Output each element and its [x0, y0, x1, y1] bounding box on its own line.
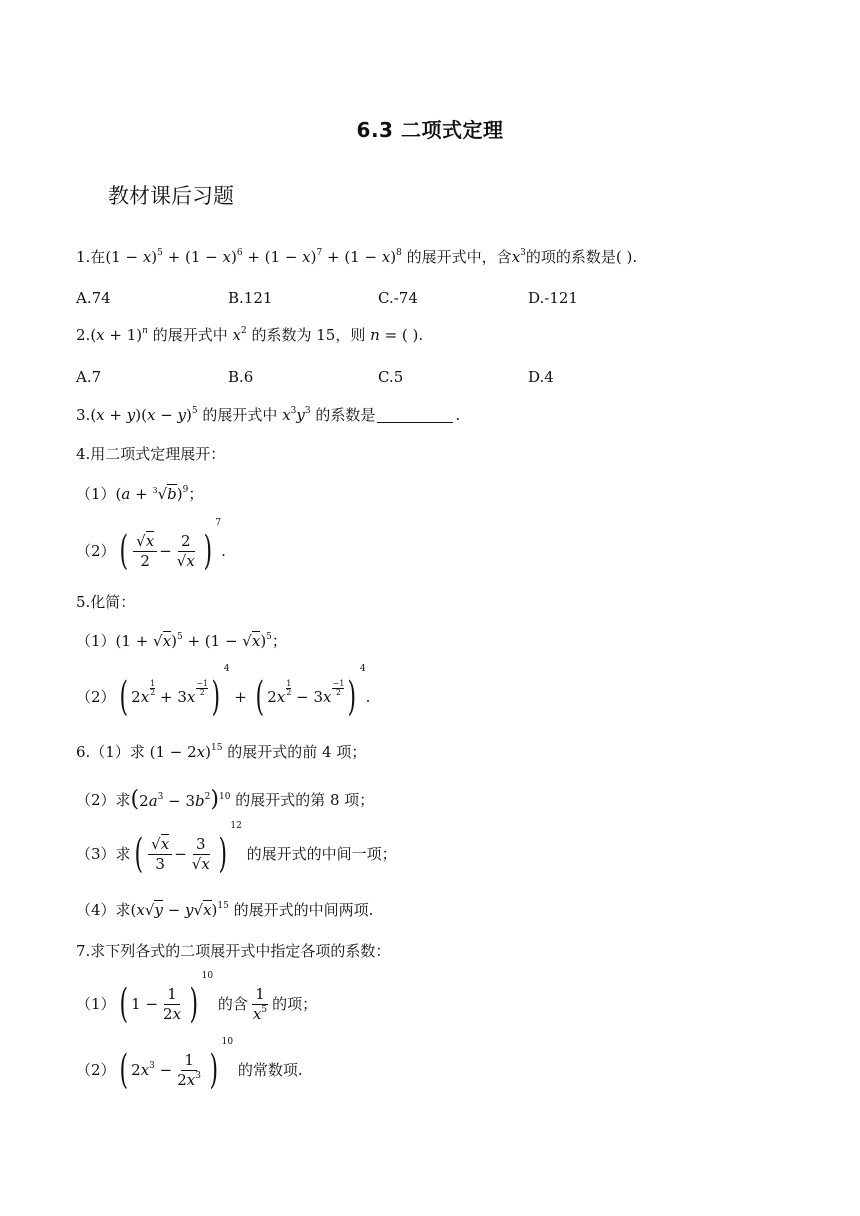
q1-tail: 的项的系数是( ). [525, 248, 638, 266]
q2-expression: $(x + 1)^n$ [90, 326, 148, 344]
q1-term: $x^3$ [511, 248, 526, 266]
q7-p1-term: $\frac{1}{x^5}$ [252, 984, 268, 1023]
q3-end: . [455, 406, 461, 424]
q6-p4-expression: $(x√y - y√x)^{15}$ [130, 901, 229, 919]
question-4-part-2 [76, 517, 226, 576]
q3-term: $x^3y^3$ [282, 406, 311, 424]
q4-p1-end: ； [188, 485, 204, 503]
q3-expression: $(x + y)(x - y)^5$ [90, 406, 198, 424]
question-7-part-1 [76, 970, 318, 1030]
question-7-part-2 [76, 1036, 303, 1096]
q6-p3-label: （3）求 [76, 844, 131, 863]
q4-p1-expression: $(a + ^3√b)^9$ [115, 485, 189, 503]
q6-p4-end: 的展开式的中间两项. [233, 901, 374, 919]
question-6-part-1 [76, 745, 366, 760]
question-1 [76, 250, 637, 265]
q1-mid: 的展开式中，含 [406, 248, 512, 266]
q2-term: $x^2$ [232, 326, 247, 344]
question-4-part-1 [76, 487, 203, 502]
q1-option-d: D.-121 [528, 289, 578, 307]
q2-end: = ( ). [384, 326, 424, 344]
q5-p2-expression: ( 2x $\frac{1}{2}$ + 3x $\frac{-1}{2}$ ) 4 + ( 2x $\frac{1}{2}$ − 3x $\frac{-1}{2}$ ) 4 [119, 663, 366, 720]
question-5-part-2 [76, 663, 371, 722]
q4-p1-label: （1） [76, 485, 116, 503]
q2-option-d: D.4 [528, 368, 554, 386]
q2-option-c: C.5 [378, 368, 404, 386]
q6-p1-label: 6.（1）求 [76, 743, 145, 761]
section-heading: 教材课后习题 [108, 184, 234, 208]
q5-p2-end: . [365, 687, 371, 706]
q1-option-a: A.74 [76, 289, 111, 307]
q1-option-c: C.-74 [378, 289, 418, 307]
q2-mid: 的展开式中 [152, 326, 228, 344]
q6-p1-expression: $(1 - 2x)^{15}$ [144, 743, 223, 761]
q7-p1-expression: ( 1 − $\frac{1}{2x}$ ) 10 [119, 970, 214, 1027]
page-title: 6.3 二项式定理 [356, 118, 504, 142]
q1-option-b: B.121 [228, 289, 273, 307]
q1-options [76, 289, 776, 309]
q1-prefix: 1.在 [76, 248, 106, 266]
q6-p1-end: 的展开式的前 4 项； [227, 743, 367, 761]
q3-mid: 的展开式中 [202, 406, 278, 424]
q7-p1-mid: 的含 [217, 994, 248, 1013]
question-6-part-2 [76, 789, 374, 811]
q7-p1-label: （1） [76, 994, 116, 1013]
q4-p2-end: . [221, 541, 226, 560]
q3-tail: 的系数是 [315, 406, 376, 424]
q7-p1-end: 的项； [272, 994, 318, 1013]
question-7-heading [76, 944, 390, 959]
q6-p2-label: （2）求 [76, 790, 131, 809]
q1-expression: $(1 - x)^5 + (1 - x)^6 + (1 - x)^7 + (1 - x)^8$ [105, 248, 402, 266]
q4-p2-expression: ( $\frac{√x}{2}$ − $\frac{2}{√x}$ ) 7 [119, 517, 222, 574]
q6-p3-expression: ( $\frac{√x}{3}$ − $\frac{3}{√x}$ ) 12 [134, 820, 242, 877]
question-3 [76, 408, 460, 423]
question-5-part-1 [76, 634, 287, 649]
q3-prefix: 3. [76, 406, 91, 424]
q2-options [76, 368, 776, 388]
q2-tail: 的系数为 15，则 [251, 326, 366, 344]
q2-n: n [365, 326, 385, 344]
q6-p2-expression: $(2a^3 - 3b^2)^{10}$ [130, 787, 231, 812]
q5-p1-expression: $(1 + √x)^5 + (1 - √x)^5$ [115, 632, 272, 650]
q5-p2-label: （2） [76, 687, 116, 706]
q2-option-b: B.6 [228, 368, 254, 386]
q5-p1-end: ； [271, 632, 287, 650]
question-6-part-4 [76, 903, 373, 918]
q2-prefix: 2. [76, 326, 91, 344]
q3-answer-blank[interactable] [377, 408, 453, 423]
question-2 [76, 328, 423, 343]
q5-p1-label: （1） [76, 632, 116, 650]
question-4-heading [76, 447, 225, 462]
question-5-heading [76, 595, 135, 610]
q6-p4-label: （4）求 [76, 901, 131, 919]
q5-head: 5.化简： [76, 593, 136, 611]
q4-head: 4.用二项式定理展开： [76, 445, 226, 463]
q4-p2-label: （2） [76, 541, 116, 560]
q7-p2-end: 的常数项. [237, 1060, 303, 1079]
q2-option-a: A.7 [76, 368, 102, 386]
q7-p2-expression: ( $2x^3$ − $\frac{1}{2x^3}$ ) 10 [119, 1036, 234, 1093]
q6-p2-end: 的展开式的第 8 项； [235, 790, 375, 809]
q7-p2-label: （2） [76, 1060, 116, 1079]
q7-head: 7.求下列各式的二项展开式中指定各项的系数： [76, 942, 391, 960]
q6-p3-end: 的展开式的中间一项； [246, 844, 397, 863]
question-6-part-3 [76, 820, 397, 880]
